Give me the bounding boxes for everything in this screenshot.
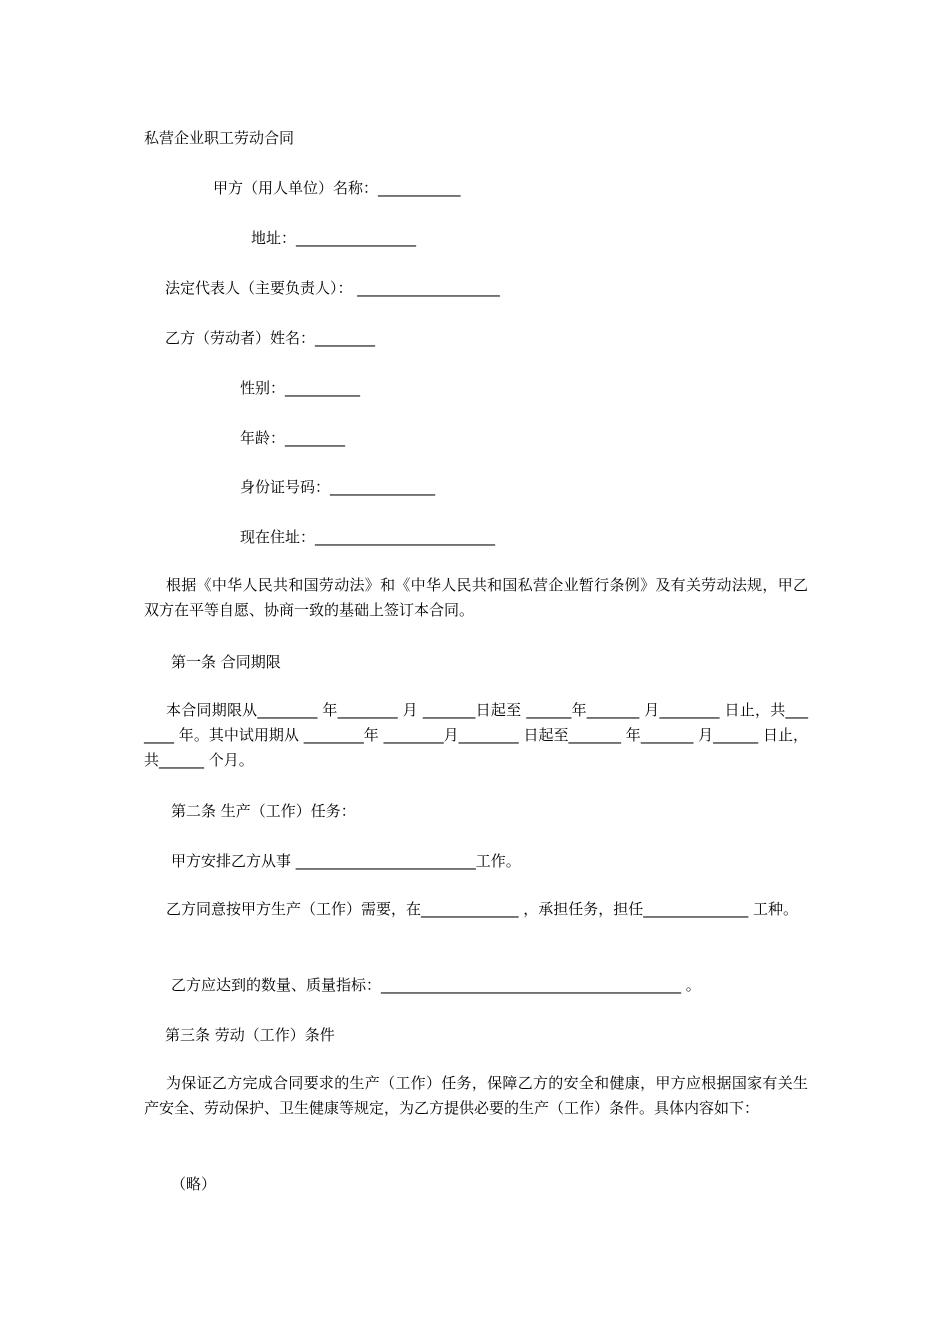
article-2-title: 第二条 生产（工作）任务：: [171, 802, 356, 820]
article-3-omitted-note: （略）: [171, 1175, 217, 1193]
article-2-item-position: 乙方同意按甲方生产（工作）需要，在_____________ ，承担任务，担任______________ 工种。: [166, 900, 799, 918]
preamble-paragraph: 根据《中华人民共和国劳动法》和《中华人民共和国私营企业暂行条例》及有关劳动法规，甲乙双方在平等自愿、协商一致的基础上签订本合同。: [144, 576, 808, 619]
gender-field: 性别：__________: [240, 379, 361, 397]
current-address-field: 现在住址：________________________: [240, 528, 496, 546]
article-1-body: 本合同期限从________ 年________ 月 _______日起至 ______年_______ 月________ 日止，共_______ 年。其中试用期从 ________年 ________月________ 日起至_______ 年_______ 月______ 日止，共______ 个月。: [144, 701, 808, 769]
age-field: 年龄：________: [240, 429, 346, 447]
party-a-name-field: 甲方（用人单位）名称：___________: [213, 179, 461, 197]
article-1-title: 第一条 合同期限: [171, 653, 281, 671]
party-a-address-field: 地址：________________: [251, 229, 417, 247]
article-2-item-targets: 乙方应达到的数量、质量指标：________________________________________ 。: [171, 976, 701, 994]
id-number-field: 身份证号码：______________: [240, 478, 436, 496]
article-2-item-work: 甲方安排乙方从事 ________________________工作。: [171, 852, 521, 870]
legal-representative-field: 法定代表人（主要负责人）： ___________________: [165, 279, 500, 297]
party-b-name-field: 乙方（劳动者）姓名：________: [165, 329, 376, 347]
article-3-body: 为保证乙方完成合同要求的生产（工作）任务，保障乙方的安全和健康，甲方应根据国家有关生产安全、劳动保护、卫生健康等规定，为乙方提供必要的生产（工作）条件。具体内容如下：: [144, 1074, 808, 1117]
document-title: 私营企业职工劳动合同: [144, 129, 295, 147]
article-3-title: 第三条 劳动（工作）条件: [165, 1026, 335, 1044]
